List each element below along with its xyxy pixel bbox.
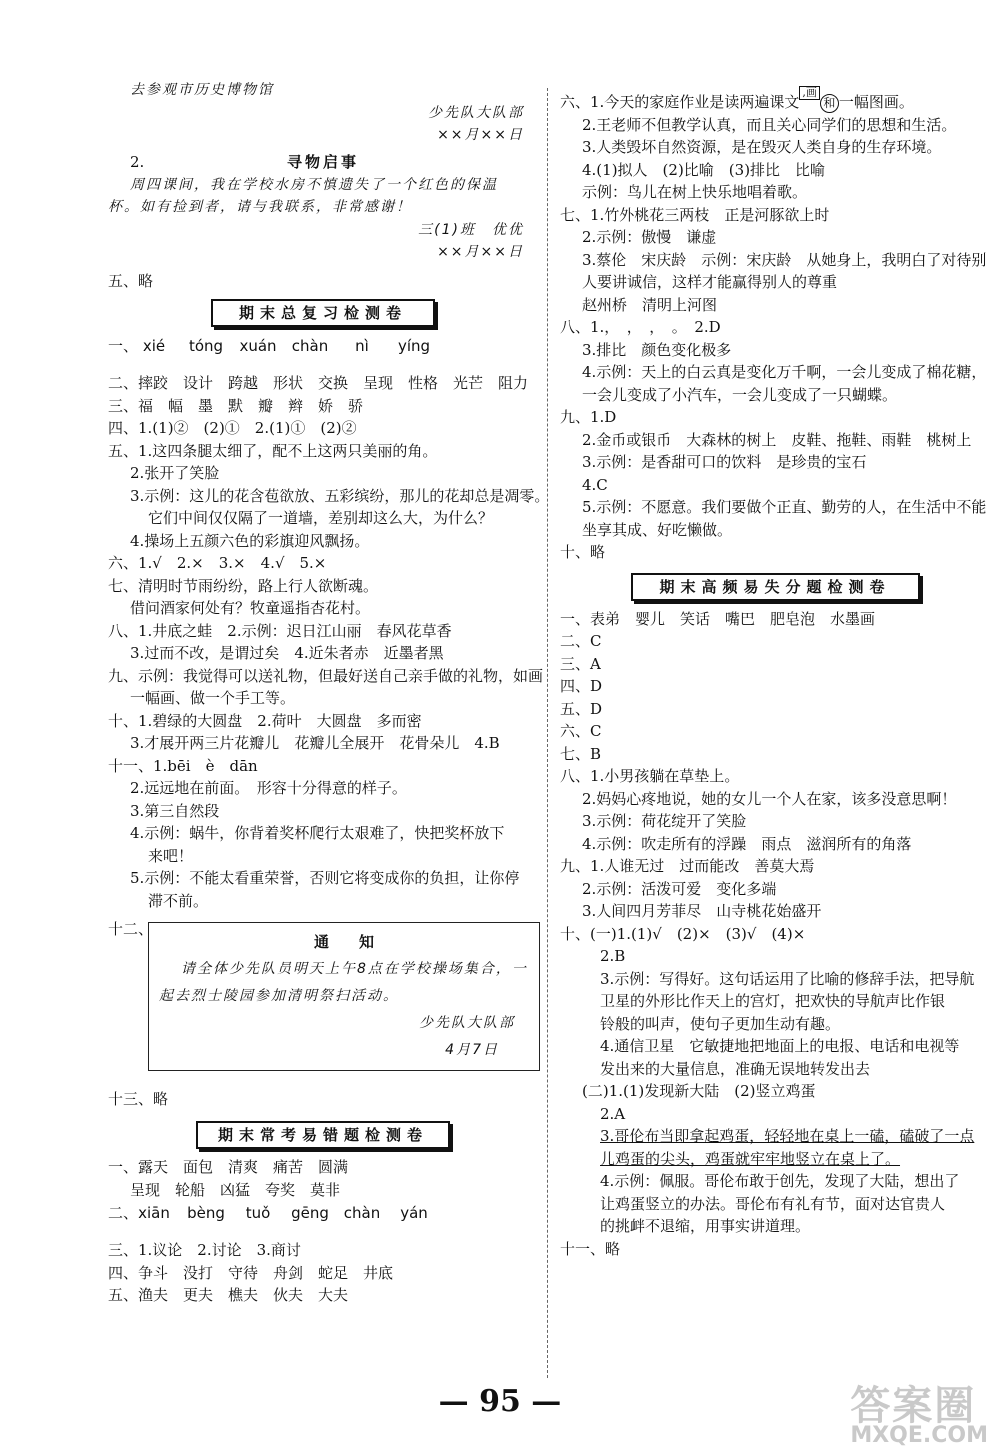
answer-line: 让鸡蛋竖立的办法。哥伦布有礼有节，面对达官贵人 (600, 1194, 946, 1213)
answer-line: 九、1.D (560, 408, 617, 426)
check-mark-icon (388, 353, 440, 367)
answer-line: (二)1.(1)发现新大陆 (2)竖立鸡蛋 (582, 1082, 816, 1100)
answer-line: 十一、略 (560, 1239, 621, 1258)
pinyin-item: yán (400, 1204, 428, 1222)
answer-line: 二、摔跤 设计 跨越 形状 交换 呈现 性格 光芒 阻力 (108, 374, 529, 392)
answer-line: 七、1.竹外桃花三两枝 正是河豚欲上时 (560, 205, 830, 224)
right-six-line (560, 86, 990, 115)
answer-line: 坐享其成、好吃懒做。 (582, 520, 733, 539)
left-column (108, 80, 550, 1308)
watermark-text: 答案圈 (850, 1383, 977, 1429)
answer-line: 3.过而不改，是谓过矣 4.近朱者赤 近墨者黑 (130, 644, 444, 662)
check-mark-icon (232, 1220, 284, 1234)
answer-line: 四、争斗 没打 守待 舟剑 蛇足 井底 (108, 1263, 394, 1282)
answer-line: 4.通信卫星 它敏捷地把地面上的电报、电话和电视等 (600, 1037, 960, 1055)
answer-line: 2.金币或银币 大森林的树上 皮鞋、拖鞋、雨鞋 桃树上 (582, 430, 972, 449)
pinyin-prefix: 二、 (108, 1204, 139, 1222)
answer-line: 五、1.这四条腿太细了，配不上这两只美丽的角。 (108, 441, 438, 460)
answer-line: 三、福 幅 墨 默 瓣 辫 娇 骄 (108, 396, 364, 415)
answer-line: 3.示例：是香甜可口的饮料 是珍贵的宝石 (582, 453, 867, 471)
lost-notice-date: ××月××日 (437, 244, 524, 260)
answer-line: 借问酒家何处有？牧童遥指杏花村。 (130, 599, 371, 617)
answer-line: 八、1.小男孩躺在草垫上。 (560, 767, 740, 785)
section-title-high-frequency: 期末高频易失分题检测卷 (631, 573, 920, 601)
pinyin-item: tóng (188, 337, 224, 355)
q2-number: 2. (130, 152, 145, 171)
check-mark-icon (284, 353, 336, 367)
left-top-lines (108, 80, 538, 148)
six-text-pre: 六、1.今天的家庭作业是读两遍课文 (560, 93, 800, 111)
answer-line: 4.示例：蜗牛，你背着奖杯爬行太艰难了，快把奖杯放下 (130, 824, 505, 842)
answer-line: 3.示例：写得好。这句话运用了比喻的修辞手法，把导航 (600, 969, 975, 988)
answer-line: 一、表弟 婴儿 笑话 嘴巴 肥皂泡 水墨画 (560, 609, 876, 628)
answer-line: 5.示例：不能太看重荣誉，否则它将变成你的负担，让你停 (130, 869, 520, 887)
pinyin-item: bèng (187, 1204, 225, 1222)
notice-date: 4月7日 (445, 1041, 499, 1058)
answer-line: 去参观市历史博物馆 (130, 82, 274, 98)
notice-line: 请全体少先队员明天上午8点在学校操场集合，一 (181, 960, 528, 977)
answer-line: 少先队大队部 (428, 104, 524, 121)
right-answer-lines-a (560, 115, 990, 565)
answer-line: 赵州桥 清明上河图 (582, 295, 718, 314)
check-mark-icon (336, 353, 388, 367)
pinyin-item: tuǒ (245, 1204, 271, 1222)
lost-notice-title: 寻物启事 (286, 153, 359, 171)
answer-line: 5.示例：不愿意。我们要做个正直、勤劳的人，在生活中不能 (582, 498, 987, 516)
answer-line: 的挑衅不退缩，用事实讲道理。 (600, 1217, 811, 1235)
notice-box (148, 922, 540, 1071)
answer-line: 卫星的外形比作天上的宫灯，把欢快的导航声比作银 (600, 992, 946, 1010)
answer-line: 儿鸡蛋的尖头，鸡蛋就牢牢地竖立在桌上了。 (600, 1149, 901, 1168)
answer-line: 铃般的叫声，使句子更加生动有趣。 (600, 1014, 841, 1033)
q13-omit: 十三、略 (108, 1089, 169, 1108)
answer-line: 2.妈妈心疼地说，她的女儿一个人在家，该多没意思啊！ (582, 789, 957, 808)
answer-line: 4.操场上五颜六色的彩旗迎风飘扬。 (130, 531, 370, 550)
check-mark-icon (128, 353, 180, 367)
answer-line: 4.(1)拟人 (2)比喻 (3)排比 比喻 (582, 160, 826, 179)
pinyin-item: nì (355, 337, 369, 355)
answer-line: 三、A (560, 654, 601, 673)
answer-line: 来吧！ (148, 846, 194, 865)
answer-line: 六、1.√ 2.× 3.× 4.√ 5.× (108, 554, 327, 572)
right-column (560, 86, 990, 1261)
check-mark-icon (128, 1220, 180, 1234)
check-mark-icon (232, 353, 284, 367)
pinyin-item: yíng (397, 337, 431, 355)
answer-line: 七、清明时节雨纷纷，路上行人欲断魂。 (108, 576, 379, 595)
answer-line: 十、1.碧绿的大圆盘 2.荷叶 大圆盘 多而密 (108, 711, 422, 730)
check-mark-row-2 (108, 1220, 538, 1234)
six-text-post: 一幅图画。 (838, 93, 914, 111)
s2-line-2: 呈现 轮船 凶猛 夸奖 莫非 (130, 1180, 341, 1199)
answer-line: 2.A (600, 1104, 626, 1123)
answer-line: 六、C (560, 722, 602, 740)
answer-line: 3.第三自然段 (130, 801, 220, 820)
six-stamp: ,画 (799, 86, 820, 100)
answer-line: 2.示例：活泼可爱 变化多端 (582, 879, 777, 898)
s2-line-1: 一、露天 面包 清爽 痛苦 圆满 (108, 1158, 349, 1176)
section-title-common-errors: 期末常考易错题检测卷 (196, 1121, 450, 1149)
pinyin-prefix: 一、 (108, 337, 139, 355)
pinyin-item: xuán (239, 337, 277, 355)
notice-sign: 少先队大队部 (419, 1014, 515, 1031)
answer-line: 4.示例：吹走所有的浮躁 雨点 滋润所有的角落 (582, 834, 912, 853)
section2-answer-lines (108, 1240, 538, 1308)
answer-line: 三、1.议论 2.讨论 3.商讨 (108, 1241, 301, 1259)
section-five-omit: 五、略 (108, 271, 154, 290)
check-mark-icon (180, 353, 232, 367)
answer-line: 它们中间仅仅隔了一道墙，差别却这么大，为什么？ (148, 509, 494, 527)
answer-line: 2.王老师不但教学认真，而且关心同学们的思想和生活。 (582, 115, 957, 134)
answer-line: 3.人类毁坏自然资源，是在毁灭人类自身的生存环境。 (582, 138, 942, 156)
answer-line: 五、D (560, 699, 603, 718)
answer-line: 五、渔夫 更夫 樵夫 伙夫 大夫 (108, 1286, 349, 1304)
column-divider (547, 88, 548, 1378)
answer-line: 2.示例：傲慢 谦虚 (582, 228, 717, 246)
right-answer-lines-b (560, 609, 990, 1262)
answer-line: 示例：鸟儿在树上快乐地唱着歌。 (582, 183, 808, 201)
q12-label: 十二、 (108, 920, 154, 938)
answer-line: 3.示例：这儿的花含苞欲放、五彩缤纷，那儿的花却总是凋零。 (130, 486, 550, 505)
answer-line: 4.示例：天上的白云真是变化万千啊，一会儿变成了棉花糖， (582, 363, 987, 381)
notice-body (159, 956, 529, 1010)
answer-line: 七、B (560, 744, 602, 763)
check-mark-icon (388, 1220, 440, 1234)
answer-line: 九、1.人谁无过 过而能改 善莫大焉 (560, 857, 815, 875)
six-circled-char: 和 (820, 94, 839, 113)
answer-line: 八、1.井底之蛙 2.示例：迟日江山丽 春风花草香 (108, 621, 452, 640)
answer-line: 发出来的大量信息，准确无误地转发出去 (600, 1059, 871, 1078)
check-mark-icon (284, 1220, 336, 1234)
check-mark-icon (180, 1220, 232, 1234)
lost-notice-sign: 三(1)班 优优 (418, 221, 524, 238)
answer-line: 3.示例：荷花绽开了笑脸 (582, 812, 747, 830)
lost-notice-body (108, 175, 538, 220)
pinyin-item: chàn (291, 337, 329, 355)
lost-notice-line: 周四课间，我在学校水房不慎遗失了一个红色的保温 (130, 176, 498, 193)
answer-line: 3.才展开两三片花瓣儿 花瓣儿全展开 花骨朵儿 4.B (130, 734, 500, 752)
answer-line: 十、略 (560, 543, 606, 561)
notice-line: 起去烈士陵园参加清明祭扫活动。 (159, 987, 399, 1004)
answer-line: 一幅画、做一个手工等。 (130, 689, 296, 707)
answer-line: ××月××日 (437, 127, 524, 143)
pinyin-item: xié (142, 337, 166, 355)
answer-line: 3.排比 颜色变化极多 (582, 340, 732, 359)
notice-title: 通 知 (313, 932, 374, 951)
pinyin-item: gēng (291, 1204, 329, 1222)
answer-line: 3.蔡伦 宋庆龄 示例：宋庆龄 从她身上，我明白了对待别 (582, 250, 987, 269)
watermark-url: MXQE.COM (850, 1423, 988, 1448)
answer-line: 3.哥伦布当即拿起鸡蛋，轻轻地在桌上一磕，磕破了一点 (600, 1127, 975, 1145)
answer-line: 人要讲诚信，这样才能赢得别人的尊重 (582, 273, 838, 291)
section-title-final-review: 期末总复习检测卷 (211, 299, 435, 327)
check-mark-icon (336, 1220, 388, 1234)
answer-line: 十一、1.bēi è dān (108, 756, 258, 775)
answer-line: 2.远远地在前面。 形容十分得意的样子。 (130, 779, 407, 797)
answer-line: 八、1.， ， ， 。 2.D (560, 318, 721, 336)
answer-line: 四、D (560, 677, 603, 695)
pinyin-item: chàn (343, 1204, 381, 1222)
check-mark-row-1 (108, 353, 538, 367)
answer-line: 十、(一)1.(1)√ (2)× (3)√ (4)× (560, 924, 806, 943)
answer-line: 一会儿变成了小汽车，一会儿变成了一只蝴蝶。 (582, 385, 898, 404)
answer-line: 滞不前。 (148, 891, 209, 910)
answer-line: 四、1.(1)② (2)① 2.(1)① (2)② (108, 419, 357, 437)
answer-line: 二、C (560, 632, 602, 650)
page-number: — 95 — (438, 1384, 562, 1419)
answer-line: 2.B (600, 947, 626, 965)
answer-line: 4.C (582, 475, 608, 494)
pinyin-item: xiān (138, 1204, 170, 1222)
section1-answer-lines (108, 373, 550, 913)
watermark-logo (850, 1374, 988, 1448)
answer-line: 九、示例：我觉得可以送礼物，但最好送自己亲手做的礼物，如画 (108, 666, 544, 685)
answer-line: 4.示例：佩服。哥伦布敢于创先，发现了大陆，想出了 (600, 1172, 960, 1190)
answer-line: 3.人间四月芳菲尽 山寺桃花始盛开 (582, 902, 822, 920)
lost-notice-line: 杯。如有捡到者，请与我联系，非常感谢！ (108, 199, 412, 215)
answer-line: 2.张开了笑脸 (130, 464, 220, 482)
